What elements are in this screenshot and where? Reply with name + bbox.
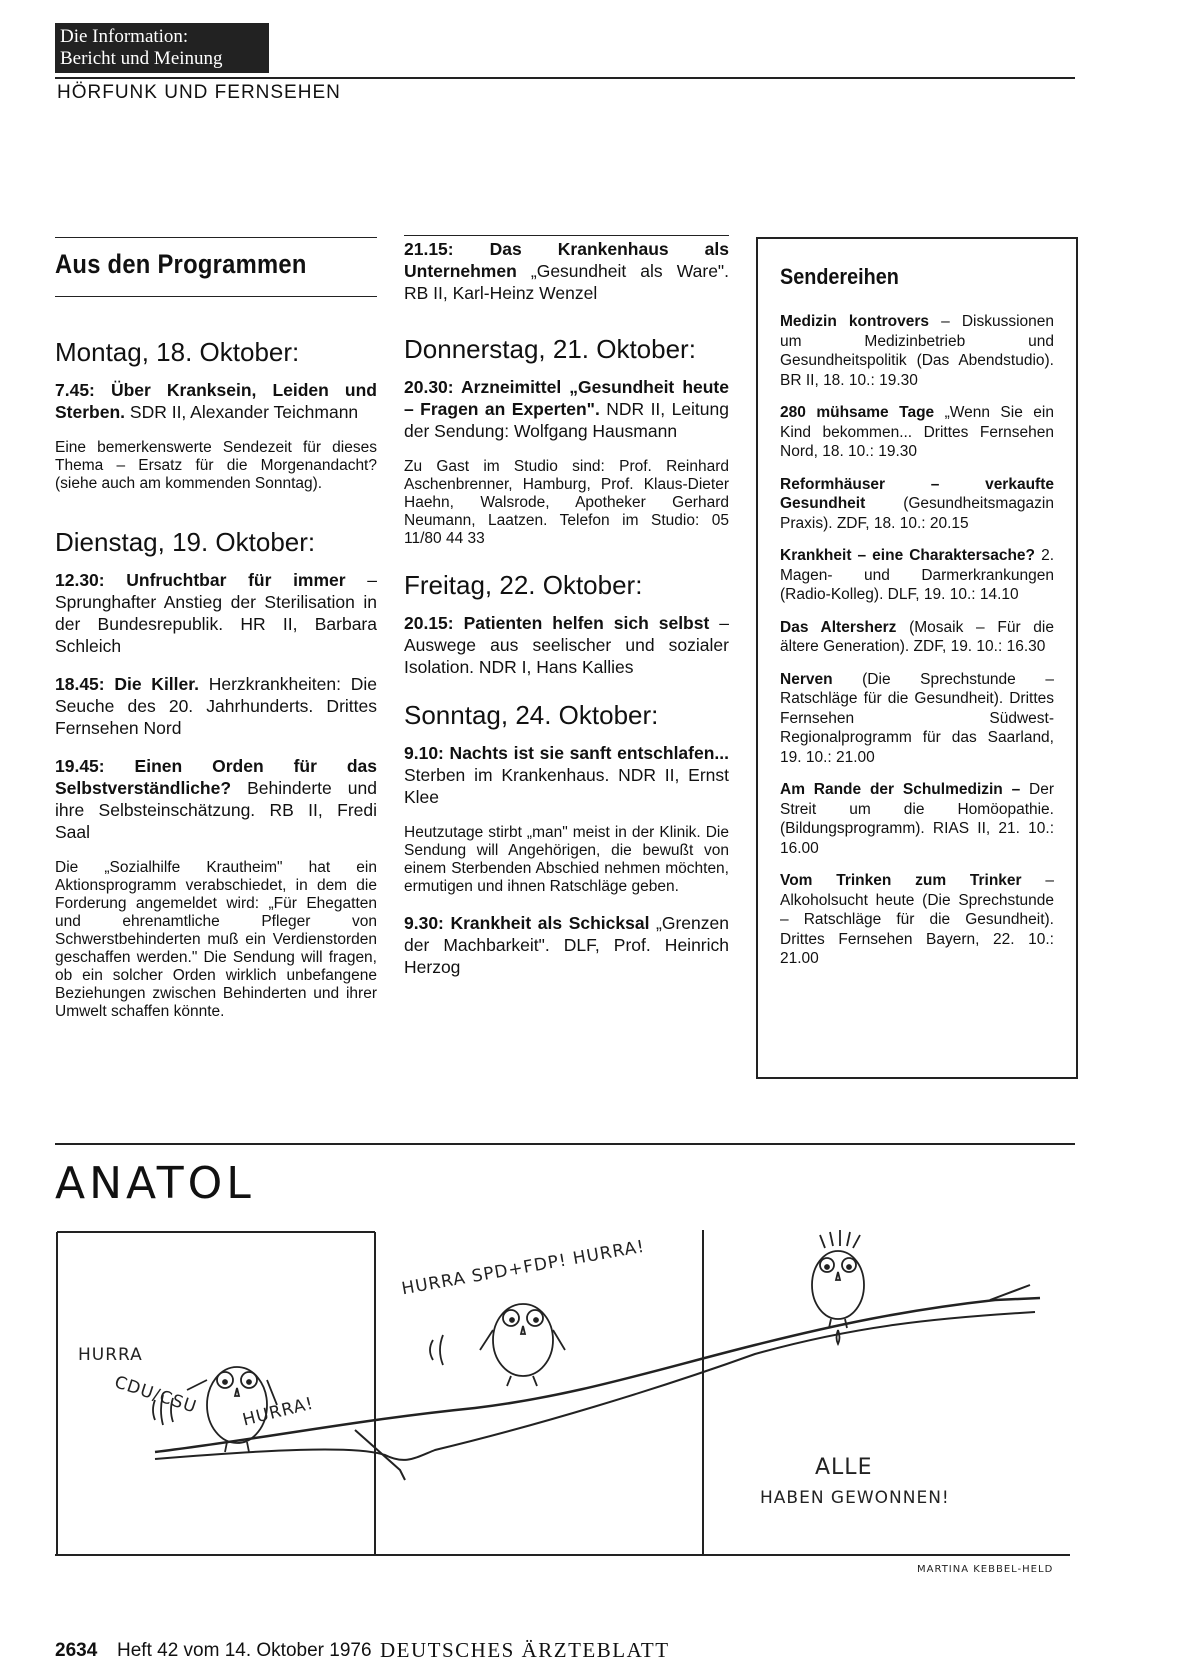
series-entry [780,670,1054,768]
series-entry-title: Das Altersherz [780,618,897,636]
series-entry-text: (Mosaik – Für die ältere Generation). ZDF, 19. 10.: 16.30 [780,618,1054,655]
series-entry-text: – Alkoholsucht heute (Die Sprechstunde – Ratschläge für die Gesundheit). Drittes Fernsehen Bayern, 22. 10.: 21.00 [780,872,1054,967]
programme-entry [404,235,729,304]
magazine-name: DEUTSCHES ÄRZTEBLATT [380,1638,670,1662]
day-heading: Freitag, 22. Oktober: [404,570,643,600]
cartoon-signature: MARTINA KEBBEL-HELD [917,1564,1054,1575]
cartoon-title: ANATOL [55,1158,255,1209]
programme-entry [404,376,729,442]
programme-entry [55,755,377,843]
programmes-title-block [55,237,377,297]
entry-title: 9.30: Krankheit als Schicksal [404,913,650,933]
cartoon-text-p3-gewonnen: HABEN GEWONNEN! [760,1488,950,1508]
owl-icon [430,1304,565,1386]
series-entry-text: – Diskussionen um Medizinbetrieb und Gesundheitspolitik (Das Abendstudio). BR II, 18. 10.: 19.30 [780,313,1054,389]
entry-text: „Grenzen der Machbarkeit". DLF, Prof. Heinrich Herzog [404,913,729,977]
series-entry-title: Reformhäuser – verkaufte Gesundheit [780,475,1054,512]
entry-text: Herzkrankheiten: Die Seuche des 20. Jahrhunderts. Drittes Fernsehen Nord [55,674,377,738]
cartoon-text-p2: HURRA SPD+FDP! HURRA! [400,1236,647,1300]
series-entry [780,403,1054,462]
programme-entry [55,379,377,423]
entry-title: 21.15: Das Krankenhaus als Unternehmen [404,239,729,281]
day-heading: Sonntag, 24. Oktober: [404,700,659,730]
day-heading: Montag, 18. Oktober: [55,337,300,367]
issue-info: Heft 42 vom 14. Oktober 1976 [117,1640,372,1661]
entry-text: „Gesundheit als Ware". RB II, Karl-Heinz Wenzel [404,261,729,303]
column-programmes-middle [404,237,729,994]
series-entry-text: Der Streit um die Homöopathie. (Bildungsprogramm). RIAS II, 21. 10.: 16.00 [780,781,1054,857]
header-label-box [55,23,269,73]
cartoon-strip [55,1230,1080,1570]
series-entry-title: Am Rande der Schulmedizin – [780,781,1021,798]
series-entry-title: Nerven [780,670,833,688]
day-heading: Dienstag, 19. Oktober: [55,527,316,557]
entry-title: 18.45: Die Killer. [55,674,199,694]
programme-note: Heutzutage stirbt „man" meist in der Klinik. Die Sendung will Angehörigen, die bewußt von einem Sterbenden Abschied nehmen möchten, ermutigen und ihnen Ratschläge geben. [404,824,729,895]
series-entry-text: 2. Magen- und Darmerkrankungen (Radio-Kolleg). DLF, 19. 10.: 14.10 [780,547,1054,603]
column-series [780,258,1054,982]
cartoon-text-p1-hurra: HURRA [78,1345,143,1365]
programme-entry [404,742,729,808]
series-entry [780,546,1054,605]
programme-note: Zu Gast im Studio sind: Prof. Reinhard Aschenbrenner, Hamburg, Prof. Klaus-Dieter Haehn, Walsrode, Apotheker Gerhard Neumann, Laatzen. Telefon im Studio: 05 11/80 44 33 [404,458,729,547]
section-title: HÖRFUNK UND FERNSEHEN [57,82,341,103]
programme-entry [55,569,377,657]
entry-title: 19.45: Einen Orden für das Selbstverständliche? [55,756,377,798]
series-entry-text: „Wenn Sie ein Kind bekommen... Drittes Fernsehen Nord, 18. 10.: 19.30 [780,404,1054,460]
entry-text: Sterben im Krankenhaus. NDR II, Ernst Klee [404,765,729,807]
column-programmes-left [55,237,377,1037]
page-number: 2634 [55,1640,98,1661]
programme-entry [404,912,729,978]
day-heading: Donnerstag, 21. Oktober: [404,334,696,364]
header-label-line1: Die Information: [60,26,189,47]
entry-title: 20.15: Patienten helfen sich selbst [404,613,710,633]
series-entry-title: Vom Trinken zum Trinker [780,872,1022,889]
series-entry-text: (Gesundheitsmagazin Praxis). ZDF, 18. 10.: 20.15 [780,495,1054,532]
series-entry-title: Krankheit – eine Charaktersache? [780,547,1036,564]
programme-note: Eine bemerkenswerte Sendezeit für dieses Thema – Ersatz für die Morgenandacht? (siehe auch am kommenden Sonntag). [55,439,377,492]
cartoon-text-p1-party: CDU/CSU [111,1372,200,1418]
entry-text: Behinderte und ihre Selbsteinschätzung. RB II, Fredi Saal [55,778,377,842]
branch-twig [355,1430,405,1480]
owl-icon [812,1230,864,1344]
series-entry-title: 280 mühsame Tage [780,404,935,421]
cartoon-text-p3-alle: ALLE [815,1455,873,1480]
branch [155,1298,1040,1452]
series-entry-title: Medizin kontrovers [780,313,930,330]
header-label-line2: Bericht und Meinung [60,48,223,69]
series-title: Sendereihen [780,264,899,289]
entry-title: 20.30: Arzneimittel „Gesundheit heute – Fragen an Experten". [404,377,729,419]
series-entry [780,780,1054,858]
entry-title: 9.10: Nachts ist sie sanft entschlafen... [404,743,729,763]
entry-text: SDR II, Alexander Teichmann [125,402,359,422]
series-entry [780,618,1054,657]
programme-entry [404,612,729,678]
entry-text: – Sprunghafter Anstieg der Sterilisation in der Bundesrepublik. HR II, Barbara Schleich [55,570,377,656]
programme-note: Die „Sozialhilfe Krautheim" hat ein Aktionsprogramm verabschiedet, in dem die Forderung angemeldet wird: „Für Ehegatten und ehrenamtliche Pfleger von Schwerstbehinderten muß ein Verdienstorden geschaffen werden." Die Sendung will fragen, ob ein solcher Orden wirklich unbefangene Beziehungen zwischen Behinderten und ihrer Umwelt schaffen könnte. [55,859,377,1020]
series-entry [780,312,1054,390]
programme-entry [55,673,377,739]
entry-text: – Auswege aus seelischer und sozialer Isolation. NDR I, Hans Kallies [404,613,729,677]
series-entry [780,475,1054,534]
entry-title: 7.45: Über Kranksein, Leiden und Sterben. [55,380,377,422]
series-entry-text: (Die Sprechstunde – Ratschläge für die Gesundheit). Drittes Fernsehen Südwest-Regionalprogramm für das Saarland, 19. 10.: 21.00 [780,670,1054,766]
header-rule [55,77,1075,79]
programmes-title: Aus den Programmen [55,249,307,279]
entry-text: NDR II, Leitung der Sendung: Wolfgang Hausmann [404,399,729,441]
series-entry [780,871,1054,969]
cartoon-rule [55,1143,1075,1145]
cartoon-text-p1-hurra2: HURRA! [240,1393,316,1431]
entry-title: 12.30: Unfruchtbar für immer [55,570,346,590]
